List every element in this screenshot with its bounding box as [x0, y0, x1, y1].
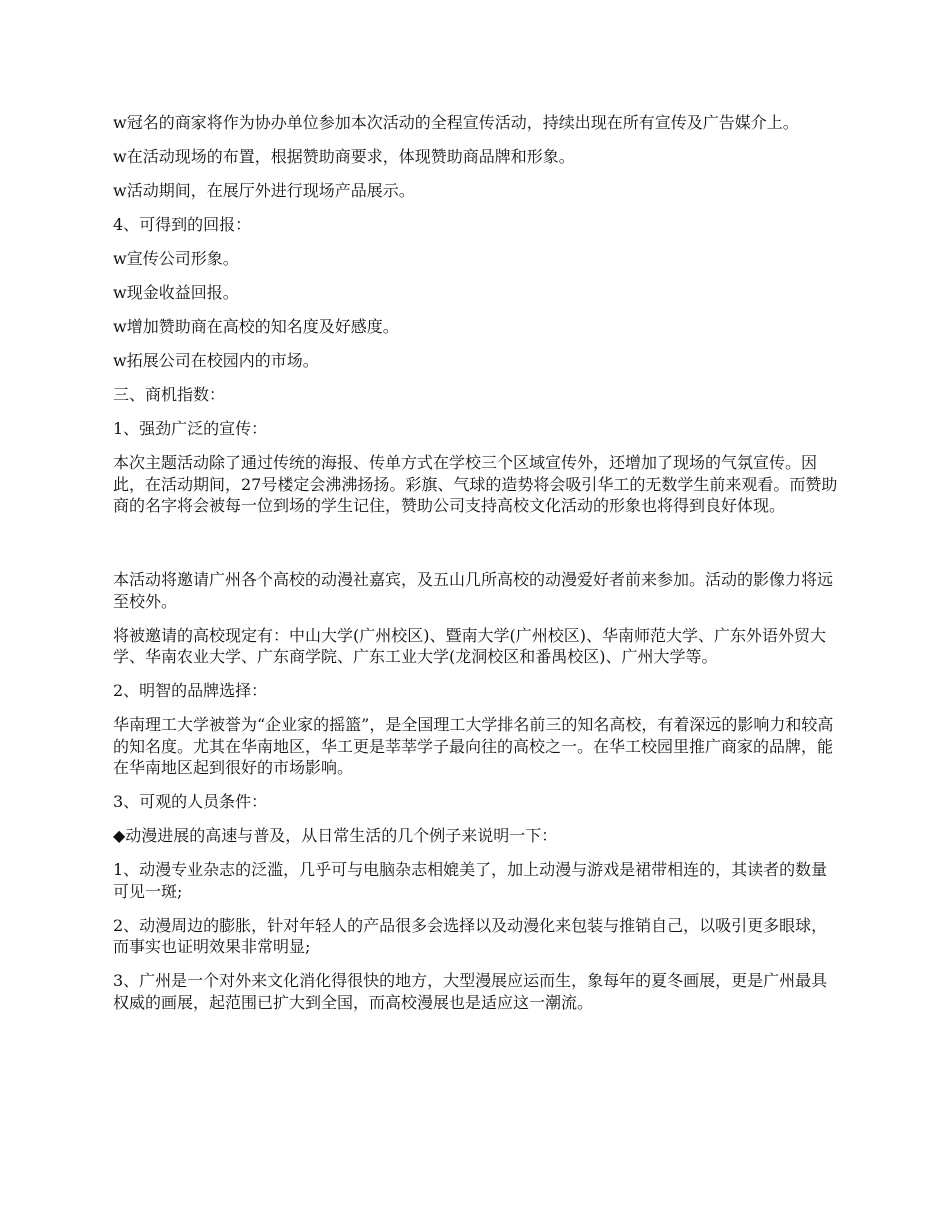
return-item-market: w拓展公司在校园内的市场。: [113, 351, 319, 370]
return-item-cash: w现金收益回报。: [113, 283, 239, 302]
subheading-publicity: 1、强劲广泛的宣传：: [113, 419, 268, 438]
sponsor-naming-bullet: w冠名的商家将作为协办单位参加本次活动的全程宣传活动，持续出现在所有宣传及广告媒介上。: [113, 113, 799, 132]
return-item-awareness: w增加赞助商在高校的知名度及好感度。: [113, 317, 399, 336]
document-page: [113, 112, 841, 1026]
subheading-brand-choice: 2、明智的品牌选择：: [113, 681, 268, 700]
invitation-paragraph: 本活动将邀请广州各个高校的动漫社嘉宾，及五山几所高校的动漫爱好者前来参加。活动的影像力将远至校外。: [113, 570, 834, 611]
anime-example-3: 3、广州是一个对外来文化消化得很快的地方，大型漫展应运而生，象每年的夏冬画展，更是广州最具权威的画展，起范围已扩大到全国，而高校漫展也是适应这一潮流。: [113, 971, 828, 1012]
product-display-bullet: w活动期间，在展厅外进行现场产品展示。: [113, 181, 415, 200]
subheading-personnel: 3、可观的人员条件：: [113, 792, 268, 811]
section-heading-business-index: 三、商机指数：: [113, 385, 226, 404]
brand-choice-paragraph: 华南理工大学被誉为“企业家的摇篮”，是全国理工大学排名前三的知名高校，有着深远的影响力和较高的知名度。尤其在华南地区，华工更是莘莘学子最向往的高校之一。在华工校园里推广商家的品牌，能在华南地区起到很好的市场影响。: [113, 715, 834, 777]
anime-example-2: 2、动漫周边的膨胀，针对年轻人的产品很多会选择以及动漫化来包装与推销自己，以吸引更多眼球，而事实也证明效果非常明显;: [113, 915, 828, 956]
invited-schools-paragraph: 将被邀请的高校现定有：中山大学(广州校区)、暨南大学(广州校区)、华南师范大学、广东外语外贸大学、华南农业大学、广东商学院、广东工业大学(龙洞校区和番禺校区)、广州大学等。: [113, 625, 826, 666]
anime-growth-intro: ◆动漫进展的高速与普及，从日常生活的几个例子来说明一下：: [113, 826, 558, 845]
blank-spacer: [113, 529, 841, 569]
venue-layout-bullet: w在活动现场的布置，根据赞助商要求，体现赞助商品牌和形象。: [113, 147, 575, 166]
return-item-image: w宣传公司形象。: [113, 249, 239, 268]
publicity-paragraph: 本次主题活动除了通过传统的海报、传单方式在学校三个区域宣传外，还增加了现场的气氛宣传。因此，在活动期间，27号楼定会沸沸扬扬。彩旗、气球的造势将会吸引华工的无数学生前来观看。而赞助商的名字将会被每一位到场的学生记住，赞助公司支持高校文化活动的形象也将得到良好体现。: [113, 453, 838, 515]
returns-heading: 4、可得到的回报：: [113, 215, 252, 234]
anime-example-1: 1、动漫专业杂志的泛滥，几乎可与电脑杂志相媲美了，加上动漫与游戏是裙带相连的，其读者的数量可见一斑;: [113, 860, 828, 901]
